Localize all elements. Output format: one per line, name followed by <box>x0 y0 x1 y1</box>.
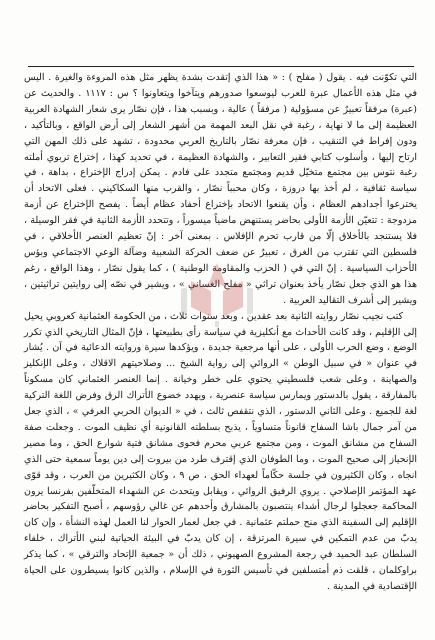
paragraph-2: كتب نجيب نصّار روايته الثانية بعد عقدين ، وبعد سنوات ثلاث ، من الحكومة العثمانية كعروبي يحيل إلى الإقليم ، وقد كانت الأحداث مع أنكليزية في سياسة رأى بطبيعتها ، فإنّ المثال التاريخي الذي تكرر الوضع ، وضع الحرب الأولى ، على أنها مرجعية جديدة ، ويؤكدها سيرة وروايته الدعائية في آن . يُشار في عنوان « في سبيل الوطن » الروائي إلى رواية الشيخ ... وصلاحيتهم الاقلاك ، وعلى الإنكليز والصهاينة ، وعلى شعب فلسطيني يحتوي على خطر وخيانة . إنما العنصر العثماني كان مسكوناً بالمفارقة ، يقول بالدستور ويمارس سياسة عنصرية ، ويهدد خضوع الأتراك الرق وفرض اللغة التركية لغة للجميع . وعلى الثاني الدستور ، الذي نتقفص ثالث ، في « الديوان الحربي العرفي » ، الذي جعل من آمر جمال باشا السفاح قانوناً متساوياً ، يذبح بسلطته القانونية أي نظيف الموت . وجعلت صفة السفاح من مشانق الموت ، ومن مجتمع عربي محرم فحوى مشانق فتية شوارع الحق ، وما مصير الإنحياز إلى صحيح الموت ، وما الطوفان الذي إقترف طرد من بيروت إلى دين يوماً سمعية حتى الذي انجاه ، وكان الكثيرون في جلسة حكّاماً لعهداء الحق ، ص ٩ ، وكان الكثيرين من العرب ، وقد قوّى عهد المؤتمر الإصلاحي . يروي الرفيق الروائي ، ويقابل ويتحدث عن الشهداء المتخلّفين بفرنسا يرون المحاكمة جعجلوا لرجال أشداء ينتصبون بالمشارق وأحدهم عن غالي رؤوسهم ، أصبح التفكير بحاضر الإقليم إلى السفينة الذي منح حملتم عثمانية . في جعل لعمار الحوار لنا العمل لهذه النشأة ، وإن كان يدبّ من عدم التمكين في سيرة المرتزقة ، إن كان يدبّ في البيئة الحياتية لبني الأتراك ، خلفاء السلطان عبد الحميد في رجعة المشروع الصهيوني ، ذلك أن « جمعية الإتحاد والترقي » ، كما يذكر براوكلمان ، قلقت ذم أمتسلفين في تأسيس الثورة في الإسلام ، والذين كانوا يسيطرون على الحياة الإقتصادية في المدينة . <box>24 310 417 592</box>
body-text <box>24 70 417 595</box>
paragraph-1: التي تكوّنت فيه . يقول ( مفلح ) : « هذا الذي إتقدت بشدة يظهر مثل هذه المروءة والغيرة . اليس في مثل هذه الأعمال عبرة للعرب ليوسعوا صدورهم ويتآخوا ويتعاونوا ؟ س : ١١١٧ . والحديث عن (عبرة) مرفقاً تعبيرٌ عن مسؤولية ( مرفقاً ) عالية ، وبسبب هذا ، فإن نصّار يرى شعار الشهادة العربية العظيمة إلى ما لا نهاية ، رغبة في نقل البعد المهمة من أشهر الشعار إلى أرض الواقع ، وبالتأكيد ، ودون إفراط في التنقيب ، فإن معرفة نصّار بالتاريخ العربي محدودة ، تشهد على ذلك المهن التي ارتاح إليها ، وأسلوب كتابي فقير التعابير ، والشهادة العظيمة ، في تحديد كهذا ، إختراع تربوي أملته رغبة نتوس بين مجتمع متخيّل قديم ومجتمع متجدد على فادم . يمكن إدراج الإختراع ، بداهة ، في سياسة ثقافية ، لم أخذ بها دروزة ، وكان محبباً نصّار ، والقرب منها السكاكيني . فعلى الاتحاد أن يخترعوا أجدادهم العظام ، وأن يقنعوا الاتحاد بإختراع أحفاد عظام أيضاً . يفصح الإختراع عن أزمة مزدوجة : تتعيّن الأزمة الأولى بحاضر يستنهض ماضياً ميسوراً ، وتتحدد الأزمة الثانية في فقر الوسيلة ، فلا يستنجد بالأخلاق إلّا من قارب تحرم الإفلاس . بمعنى آخر : إنّ تعظيم العنصر الأخلاقي ، في فلسطين التي تقترب من الغرق ، تعبيرٌ عن ضعف الحركة الشعبية وضآلة الوعي الاجتماعي وبؤس الأحزاب السياسية . إنّ التي في ( الحزب والمقاومة الوطنية ) ، كما يقول نصّار ، وهذا الواقع ، رغم هذا هو الذي جعل نصّار يأخذ بعنوان تراثي « مفلح الغساني » ، ويشير في نصّه إلى روايتين تراثيتين ، ويشير إلى أشرف التقاليد العربية . <box>24 72 417 306</box>
header-rule <box>28 66 414 67</box>
